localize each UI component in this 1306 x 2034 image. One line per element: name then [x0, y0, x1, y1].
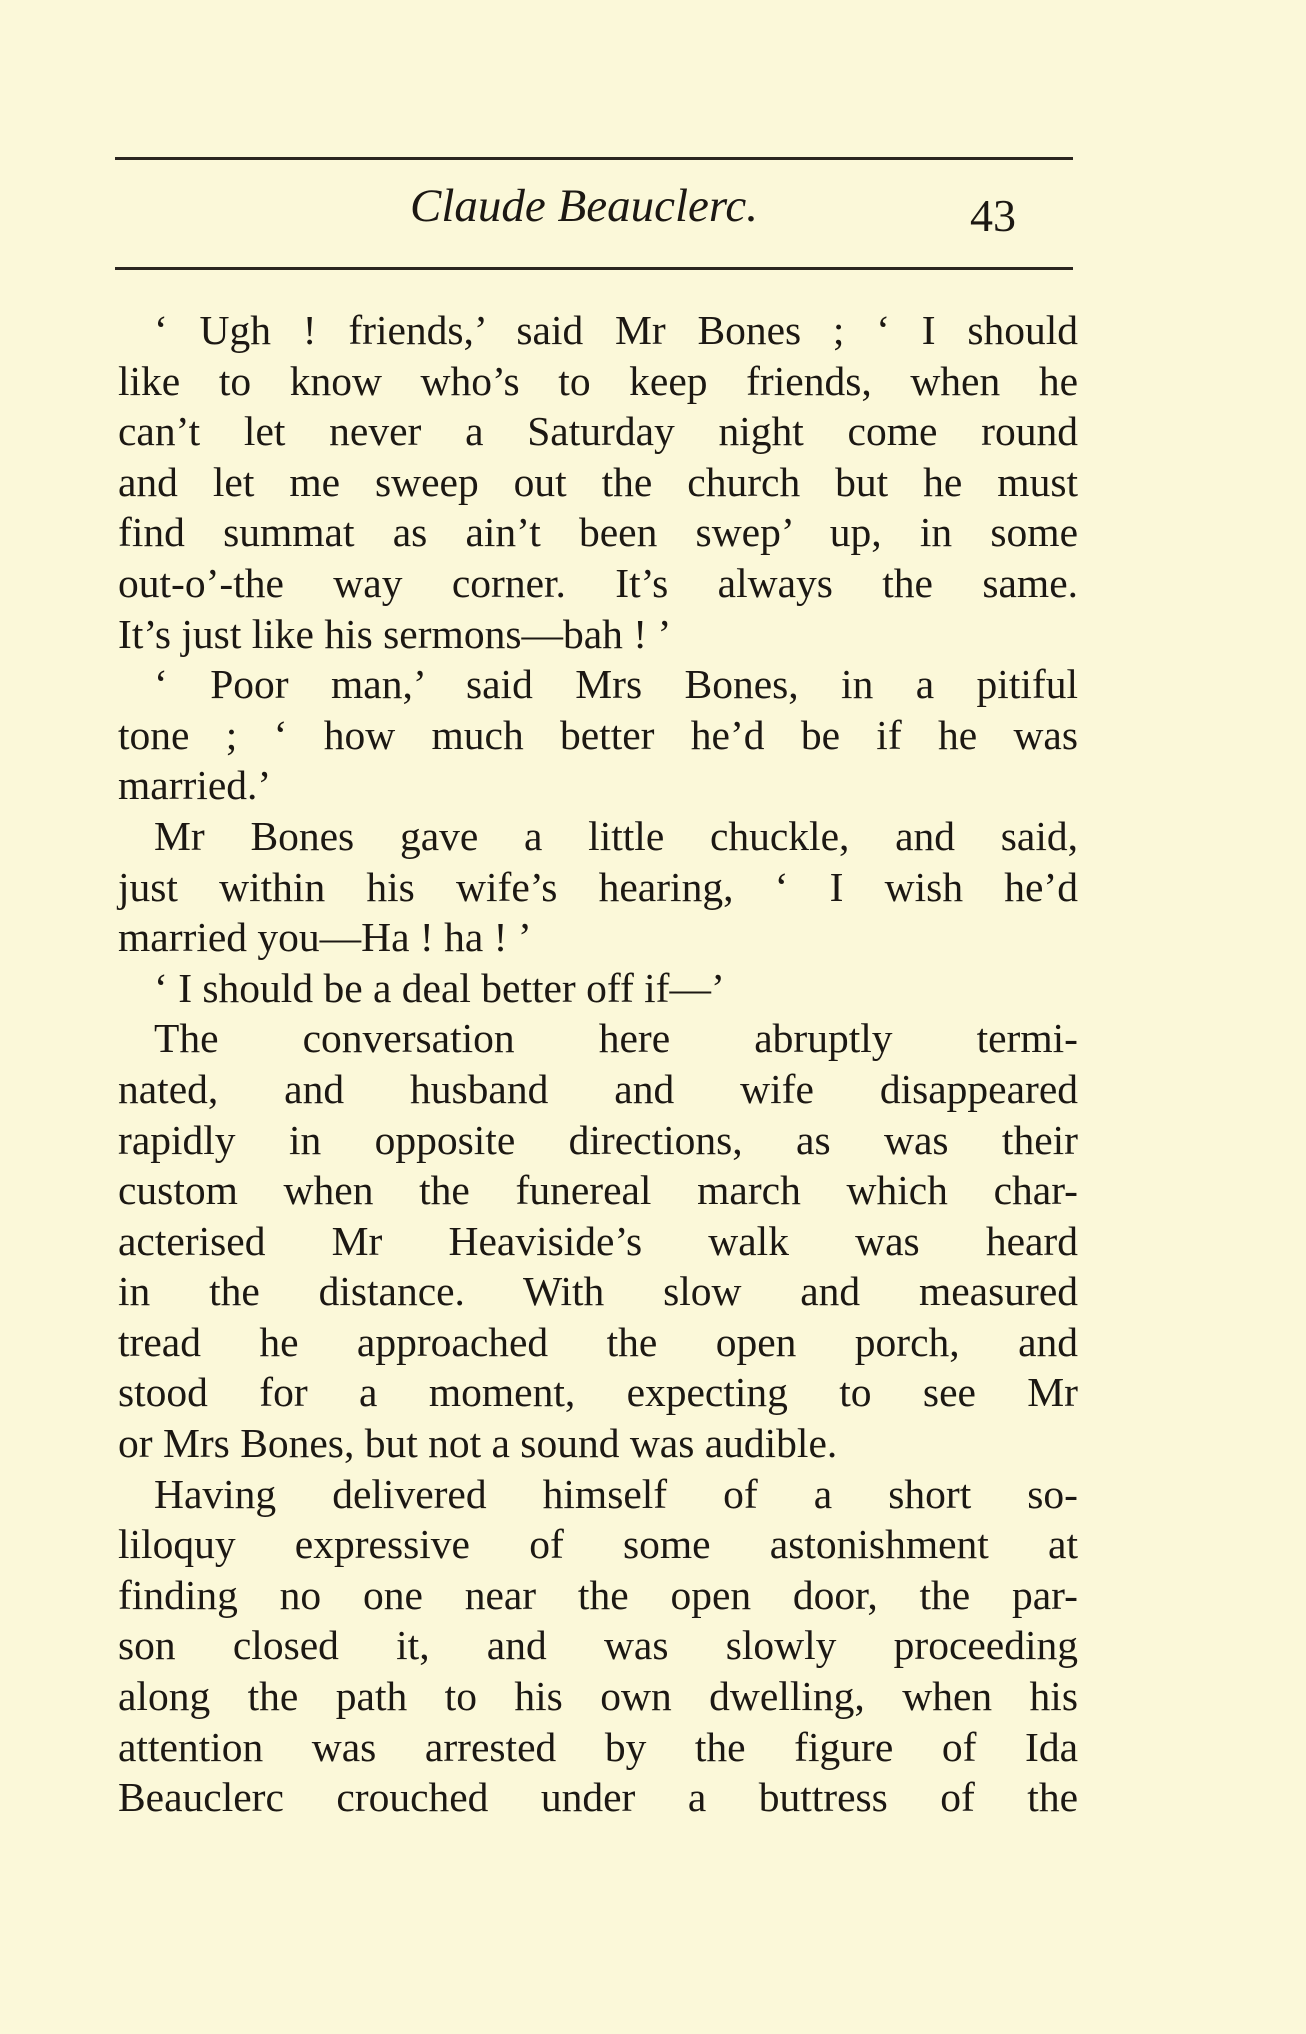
- text-line: acterised Mr Heaviside’s walk was heard: [118, 1217, 1078, 1264]
- text-line: out-o’-the way corner. It’s always the same.: [118, 559, 1078, 606]
- running-title: Claude Beauclerc.: [410, 180, 759, 232]
- text-line: Mr Bones gave a little chuckle, and said,: [154, 812, 1078, 859]
- text-line: find summat as ain’t been swep’ up, in some: [118, 509, 1078, 556]
- text-line: and let me sweep out the church but he must: [118, 458, 1078, 505]
- text-line: tone ; ‘ how much better he’d be if he was: [118, 711, 1078, 758]
- text-line: Having delivered himself of a short so-: [154, 1470, 1078, 1517]
- text-line: Beauclerc crouched under a buttress of the: [118, 1774, 1078, 1821]
- text-line: attention was arrested by the figure of Ida: [118, 1723, 1078, 1770]
- text-line: ‘ I should be a deal better off if—’: [154, 964, 725, 1011]
- text-line: ‘ Poor man,’ said Mrs Bones, in a pitiful: [154, 661, 1078, 708]
- text-line: stood for a moment, expecting to see Mr: [118, 1369, 1078, 1416]
- text-line: It’s just like his sermons—bah ! ’: [118, 610, 672, 657]
- text-line: nated, and husband and wife disappeared: [118, 1065, 1078, 1112]
- body-text: [118, 305, 1078, 1823]
- header-rule-bottom: [115, 267, 1073, 270]
- text-line: ‘ Ugh ! friends,’ said Mr Bones ; ‘ I should: [154, 307, 1078, 353]
- text-line: in the distance. With slow and measured: [118, 1268, 1078, 1315]
- page-number: 43: [970, 190, 1016, 241]
- text-line: married.’: [118, 762, 272, 809]
- header-rule-top: [115, 157, 1073, 160]
- text-line: The conversation here abruptly termi-: [154, 1015, 1078, 1062]
- text-line: son closed it, and was slowly proceeding: [118, 1622, 1078, 1669]
- text-line: married you—Ha ! ha ! ’: [118, 914, 532, 961]
- text-line: custom when the funereal march which char-: [118, 1167, 1078, 1214]
- text-line: liloquy expressive of some astonishment at: [118, 1521, 1078, 1568]
- text-line: just within his wife’s hearing, ‘ I wish he’d: [118, 863, 1078, 910]
- text-line: can’t let never a Saturday night come round: [118, 408, 1078, 455]
- text-line: along the path to his own dwelling, when his: [118, 1673, 1078, 1720]
- text-line: finding no one near the open door, the par-: [118, 1571, 1078, 1618]
- text-line: or Mrs Bones, but not a sound was audible.: [118, 1420, 838, 1467]
- text-line: like to know who’s to keep friends, when he: [118, 357, 1078, 404]
- text-line: tread he approached the open porch, and: [118, 1318, 1078, 1365]
- text-line: rapidly in opposite directions, as was their: [118, 1116, 1078, 1163]
